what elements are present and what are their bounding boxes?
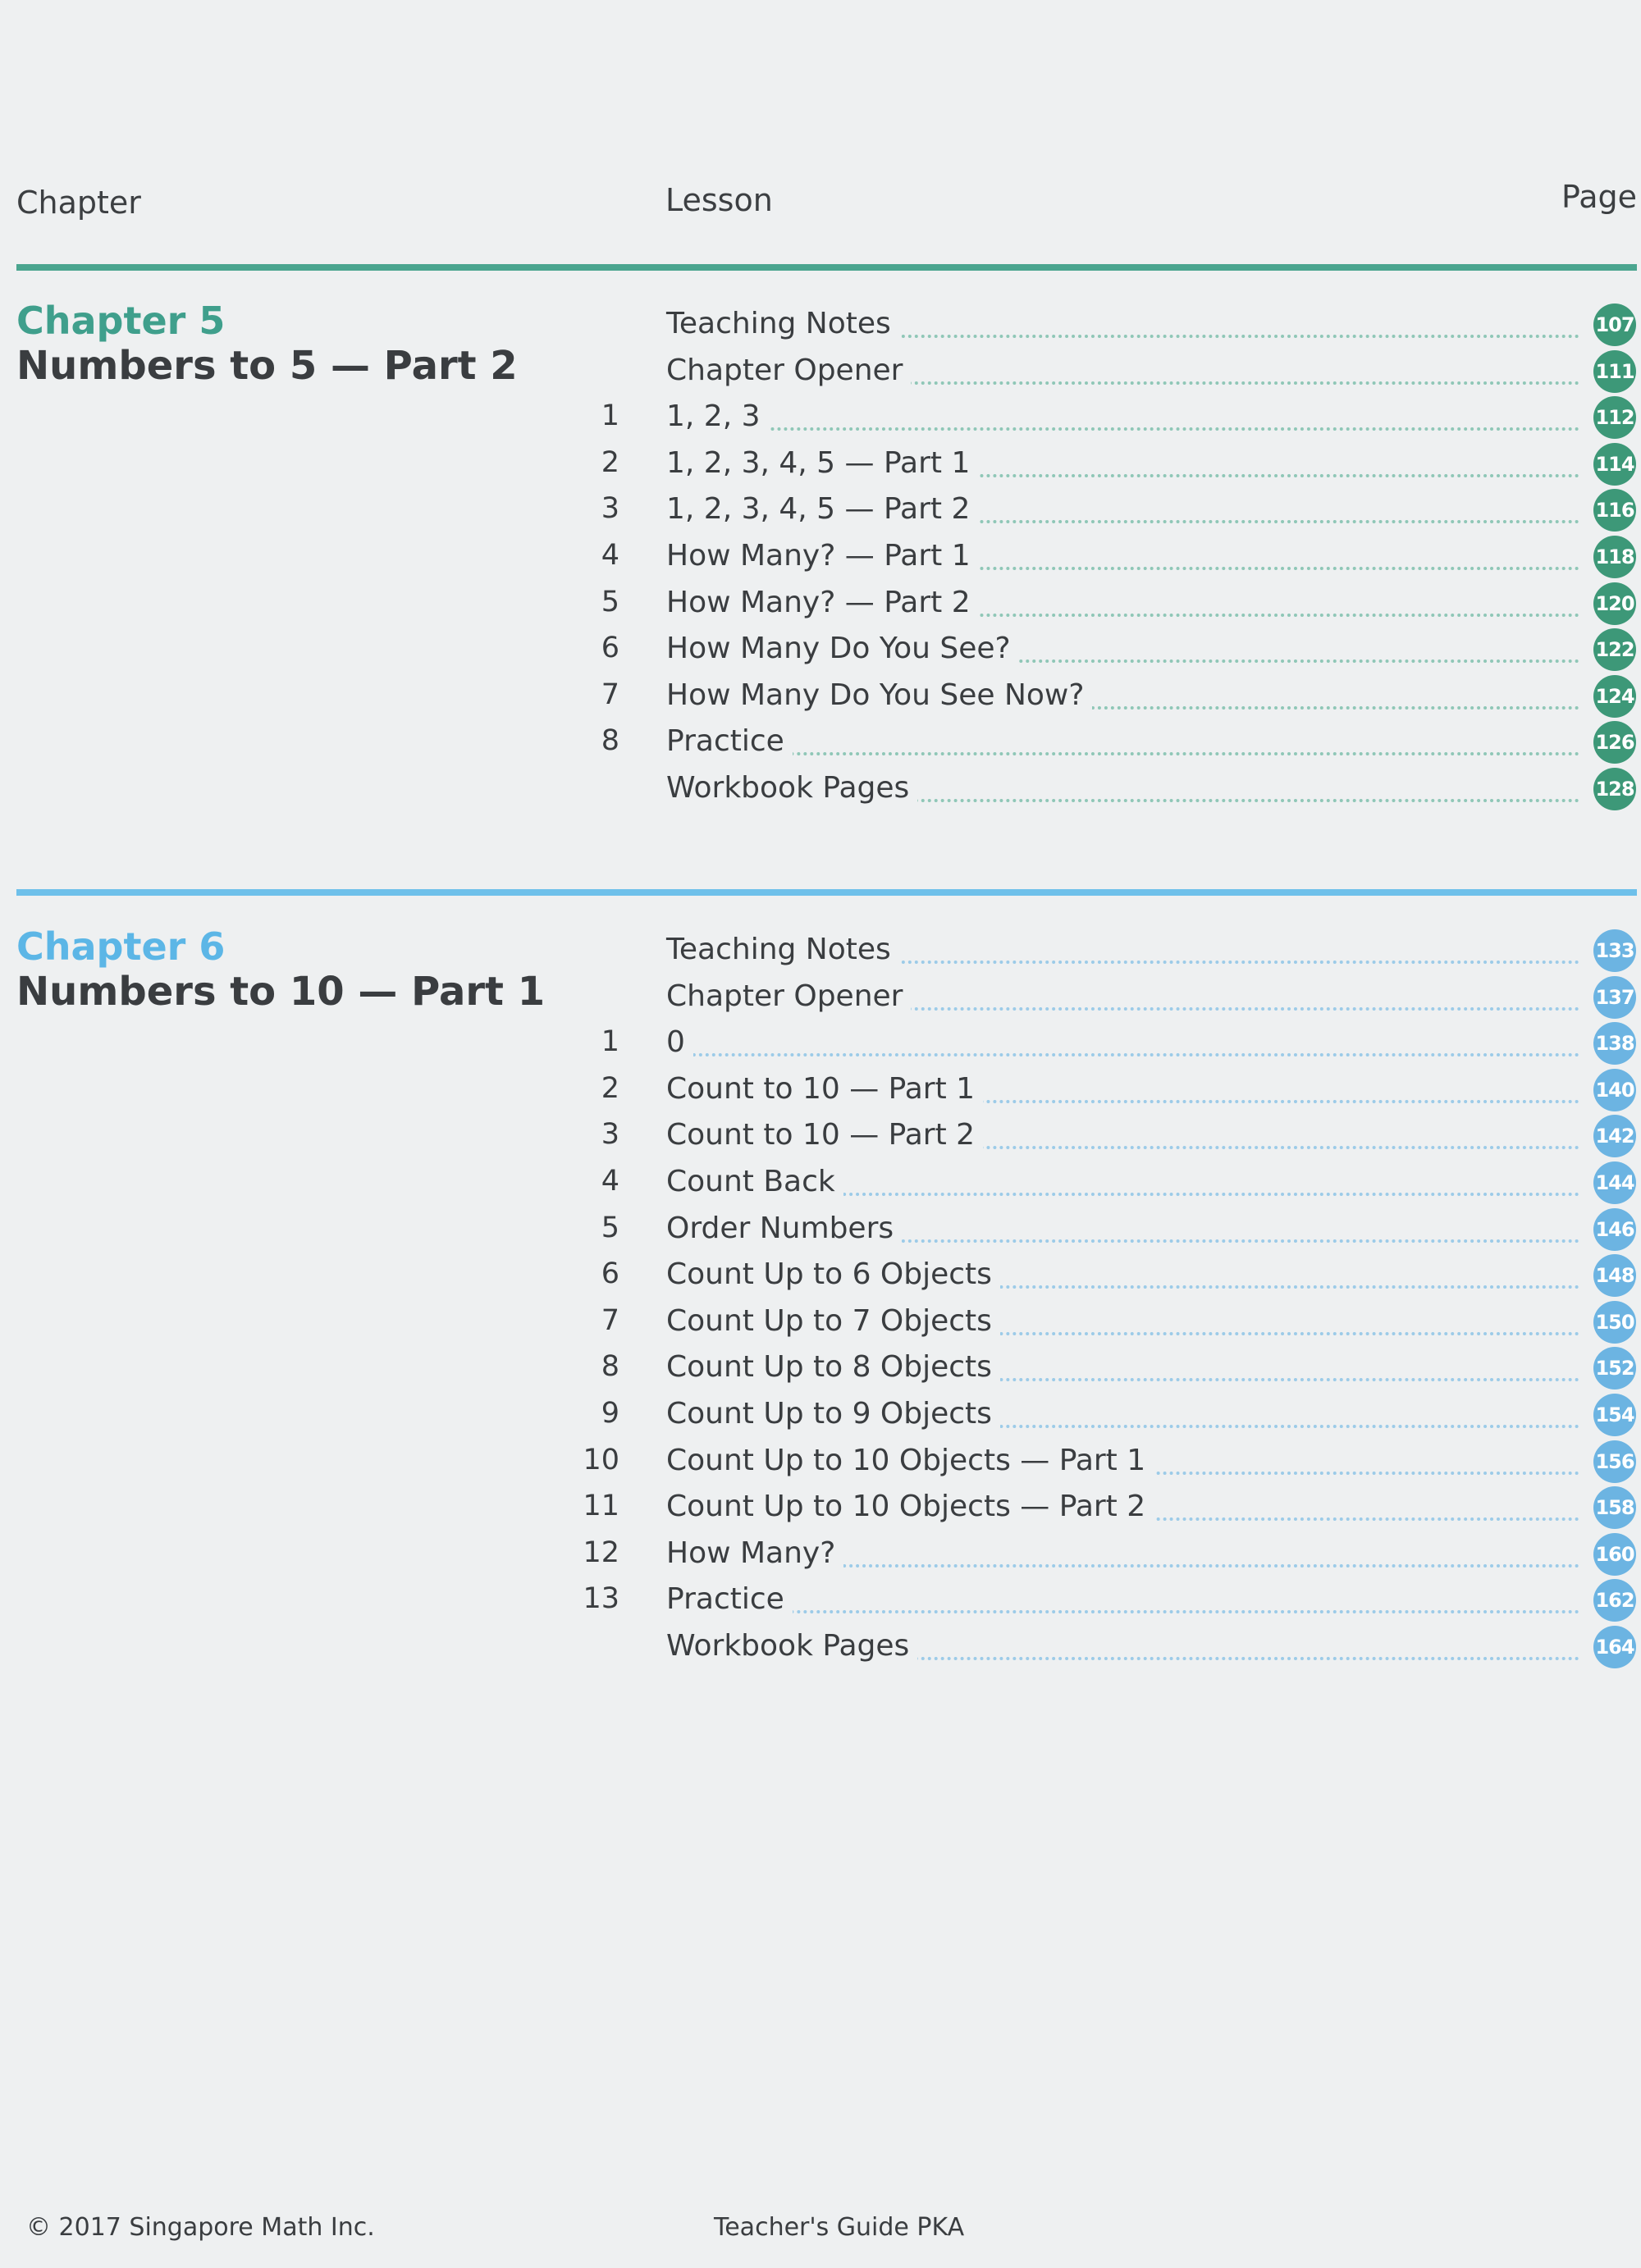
- lesson-row: [0, 489, 1641, 535]
- lesson-row: [0, 1347, 1641, 1393]
- lesson-number: 3: [601, 492, 619, 526]
- page-badge: 138: [1593, 1022, 1636, 1065]
- lesson-title: 0: [666, 1025, 693, 1059]
- lesson-title: Workbook Pages: [666, 1629, 917, 1663]
- lesson-title: Chapter Opener: [666, 354, 911, 387]
- lesson-number: 8: [601, 1350, 619, 1384]
- lesson-row: [0, 976, 1641, 1022]
- page-badge: 133: [1593, 929, 1636, 972]
- page-badge: 114: [1593, 443, 1636, 486]
- page-badge: 158: [1593, 1486, 1636, 1529]
- dot-leader: [666, 1053, 1579, 1056]
- lesson-row: [0, 768, 1641, 814]
- lesson-row: [0, 1486, 1641, 1532]
- lesson-title: 1, 2, 3, 4, 5 — Part 2: [666, 492, 978, 526]
- lesson-number: 2: [601, 1071, 619, 1105]
- lesson-title: How Many Do You See?: [666, 632, 1019, 665]
- page-badge: 150: [1593, 1301, 1636, 1344]
- page-badge: 156: [1593, 1440, 1636, 1483]
- lesson-title: 1, 2, 3, 4, 5 — Part 1: [666, 446, 978, 480]
- chapter-6-label: Chapter 6: [16, 924, 226, 969]
- page-badge: 144: [1593, 1161, 1636, 1204]
- page-badge: 164: [1593, 1626, 1636, 1668]
- lesson-number: 13: [583, 1582, 619, 1616]
- lesson-title: How Many?: [666, 1536, 843, 1570]
- lesson-number: 4: [601, 1165, 619, 1198]
- lesson-title: Teaching Notes: [666, 307, 899, 340]
- page-badge: 112: [1593, 396, 1636, 439]
- chapter-5-divider: [16, 264, 1637, 271]
- lesson-row: [0, 1115, 1641, 1161]
- dot-leader: [666, 1610, 1579, 1613]
- header-chapter: Chapter: [16, 185, 141, 221]
- lesson-row: [0, 396, 1641, 442]
- page-badge: 162: [1593, 1579, 1636, 1622]
- lesson-row: [0, 929, 1641, 975]
- page-badge: 140: [1593, 1069, 1636, 1111]
- lesson-title: How Many? — Part 1: [666, 539, 979, 573]
- lesson-title: 1, 2, 3: [666, 399, 769, 433]
- lesson-row: [0, 1579, 1641, 1625]
- lesson-number: 5: [601, 1211, 619, 1244]
- lesson-title: Workbook Pages: [666, 771, 917, 805]
- page-badge: 116: [1593, 489, 1636, 532]
- lesson-row: [0, 1254, 1641, 1300]
- lesson-title: Order Numbers: [666, 1212, 902, 1245]
- lesson-number: 6: [601, 632, 619, 665]
- lesson-title: Chapter Opener: [666, 979, 911, 1013]
- page-badge: 160: [1593, 1533, 1636, 1576]
- lesson-row: [0, 303, 1641, 349]
- page-badge: 107: [1593, 303, 1636, 346]
- lesson-row: [0, 1533, 1641, 1579]
- lesson-title: Count Back: [666, 1165, 843, 1198]
- lesson-row: [0, 536, 1641, 582]
- lesson-number: 10: [583, 1443, 619, 1476]
- lesson-row: [0, 675, 1641, 721]
- lesson-title: Practice: [666, 1582, 793, 1616]
- lesson-number: 8: [601, 724, 619, 758]
- lesson-title: How Many Do You See Now?: [666, 678, 1092, 712]
- lesson-title: Count to 10 — Part 1: [666, 1072, 983, 1106]
- chapter-5-title: Numbers to 5 — Part 2: [16, 343, 518, 389]
- lesson-title: Count Up to 8 Objects: [666, 1350, 1000, 1384]
- lesson-title: Count Up to 7 Objects: [666, 1304, 1000, 1338]
- lesson-row: [0, 721, 1641, 767]
- lesson-number: 9: [601, 1397, 619, 1430]
- footer-copyright: © 2017 Singapore Math Inc.: [26, 2213, 375, 2242]
- page-badge: 142: [1593, 1115, 1636, 1157]
- lesson-title: Count Up to 10 Objects — Part 2: [666, 1490, 1154, 1523]
- lesson-row: [0, 1626, 1641, 1672]
- lesson-title: How Many? — Part 2: [666, 586, 979, 619]
- lesson-row: [0, 443, 1641, 489]
- lesson-row: [0, 1301, 1641, 1347]
- lesson-number: 1: [601, 399, 619, 433]
- lesson-number: 7: [601, 678, 619, 711]
- page-badge: 128: [1593, 768, 1636, 810]
- page-badge: 120: [1593, 582, 1636, 625]
- lesson-row: [0, 1208, 1641, 1254]
- page-badge: 137: [1593, 976, 1636, 1019]
- lesson-row: [0, 1022, 1641, 1068]
- lesson-row: [0, 628, 1641, 674]
- lesson-title: Count Up to 6 Objects: [666, 1257, 1000, 1291]
- lesson-number: 2: [601, 445, 619, 479]
- chapter-6-divider: [16, 889, 1637, 896]
- lesson-title: Count to 10 — Part 2: [666, 1118, 983, 1152]
- page-badge: 111: [1593, 350, 1636, 393]
- lesson-row: [0, 582, 1641, 628]
- lesson-number: 6: [601, 1257, 619, 1291]
- page-badge: 152: [1593, 1347, 1636, 1390]
- lesson-title: Teaching Notes: [666, 933, 899, 966]
- lesson-number: 5: [601, 585, 619, 618]
- page-badge: 124: [1593, 675, 1636, 718]
- footer-guide: Teacher's Guide PKA: [714, 2213, 965, 2242]
- header-page: Page: [1561, 179, 1637, 215]
- lesson-number: 1: [601, 1025, 619, 1059]
- page-badge: 118: [1593, 536, 1636, 578]
- page-badge: 126: [1593, 721, 1636, 764]
- lesson-row: [0, 1161, 1641, 1207]
- lesson-title: Count Up to 9 Objects: [666, 1397, 1000, 1431]
- lesson-number: 12: [583, 1536, 619, 1569]
- lesson-number: 3: [601, 1118, 619, 1152]
- lesson-row: [0, 1440, 1641, 1486]
- dot-leader: [666, 752, 1579, 755]
- lesson-title: Count Up to 10 Objects — Part 1: [666, 1444, 1154, 1477]
- lesson-number: 4: [601, 539, 619, 572]
- chapter-6-title: Numbers to 10 — Part 1: [16, 969, 546, 1015]
- page-badge: 146: [1593, 1208, 1636, 1251]
- page-badge: 122: [1593, 628, 1636, 671]
- lesson-number: 7: [601, 1303, 619, 1337]
- lesson-row: [0, 1394, 1641, 1440]
- lesson-title: Practice: [666, 724, 793, 758]
- page-badge: 154: [1593, 1394, 1636, 1436]
- lesson-row: [0, 350, 1641, 396]
- dot-leader: [666, 427, 1579, 431]
- lesson-row: [0, 1069, 1641, 1115]
- chapter-5-label: Chapter 5: [16, 299, 226, 343]
- page-badge: 148: [1593, 1254, 1636, 1297]
- lesson-number: 11: [583, 1490, 619, 1523]
- header-lesson: Lesson: [665, 182, 773, 218]
